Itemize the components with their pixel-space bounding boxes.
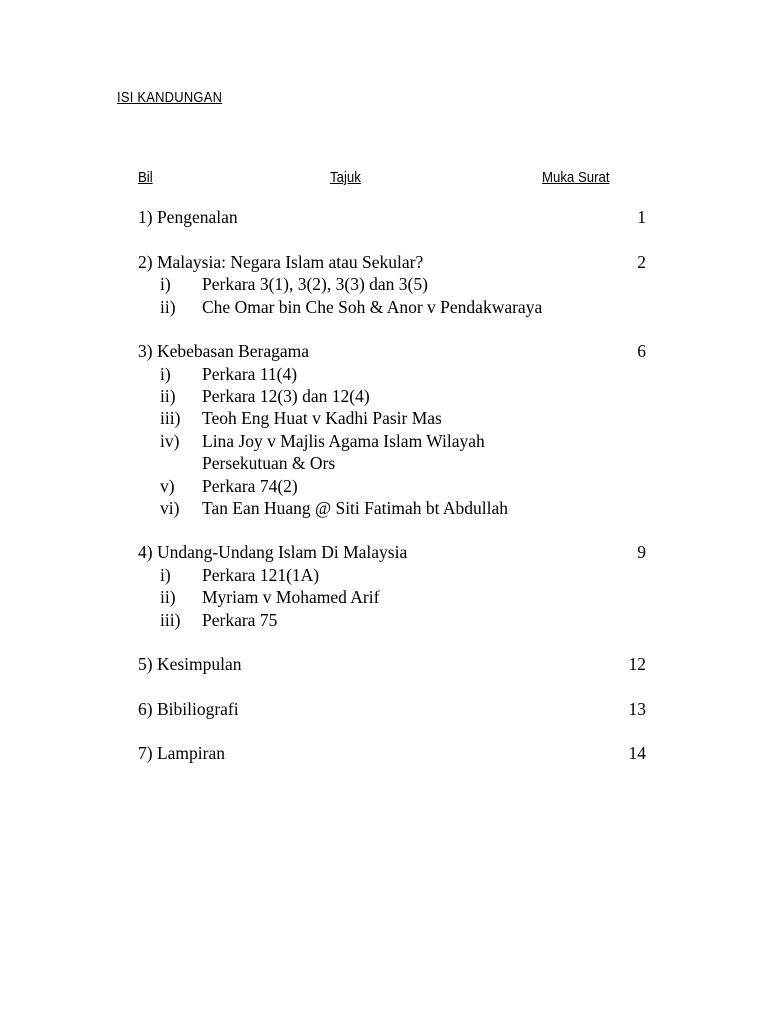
toc-subitem	[0, 609, 768, 631]
toc-subitem	[0, 475, 768, 497]
section-page-number: 13	[628, 699, 646, 719]
toc-section-1	[0, 206, 768, 228]
toc-section-2	[0, 251, 768, 273]
column-header-bil: Bil	[138, 169, 153, 186]
section-page-number: 12	[628, 654, 646, 674]
section-title: 7) Lampiran	[138, 743, 225, 763]
subitem-number: i)	[160, 274, 171, 294]
toc-subitem	[0, 407, 768, 429]
subitem-title: Che Omar bin Che Soh & Anor v Pendakwaraya	[202, 297, 543, 317]
subitem-number: i)	[160, 364, 171, 384]
subitem-title: Teoh Eng Huat v Kadhi Pasir Mas	[202, 408, 442, 428]
subitem-number: iv)	[160, 431, 180, 451]
section-title: 2) Malaysia: Negara Islam atau Sekular?	[138, 252, 424, 272]
subitem-number: vi)	[160, 498, 180, 518]
toc-subitem	[0, 430, 768, 452]
section-page-number: 9	[637, 542, 646, 562]
subitem-title: Perkara 12(3) dan 12(4)	[202, 386, 370, 406]
subitem-title: Myriam v Mohamed Arif	[202, 587, 380, 607]
subitem-title-continuation: Persekutuan & Ors	[202, 453, 336, 473]
toc-subitem	[0, 296, 768, 318]
section-page-number: 14	[628, 743, 646, 763]
column-header-muka-surat: Muka Surat	[542, 169, 610, 186]
subitem-title: Perkara 3(1), 3(2), 3(3) dan 3(5)	[202, 274, 428, 294]
subitem-number: iii)	[160, 408, 181, 428]
subitem-title: Tan Ean Huang @ Siti Fatimah bt Abdullah	[202, 498, 509, 518]
toc-section-7	[0, 742, 768, 764]
subitem-title: Perkara 74(2)	[202, 476, 298, 496]
toc-subitem	[0, 586, 768, 608]
section-title: 3) Kebebasan Beragama	[138, 341, 310, 361]
section-title: 6) Bibiliografi	[138, 699, 239, 719]
subitem-number: ii)	[160, 297, 176, 317]
subitem-number: v)	[160, 476, 175, 496]
subitem-number: iii)	[160, 610, 181, 630]
toc-section-3	[0, 340, 768, 362]
section-page-number: 1	[637, 207, 646, 227]
subitem-number: ii)	[160, 587, 176, 607]
toc-subitem	[0, 385, 768, 407]
document-heading: ISI KANDUNGAN	[117, 89, 223, 106]
subitem-title: Lina Joy v Majlis Agama Islam Wilayah	[202, 431, 485, 451]
toc-section-4	[0, 541, 768, 563]
subitem-title: Perkara 75	[202, 610, 278, 630]
toc-subitem	[0, 363, 768, 385]
section-title: 4) Undang-Undang Islam Di Malaysia	[138, 542, 408, 562]
toc-section-6	[0, 698, 768, 720]
toc-subitem	[0, 497, 768, 519]
section-title: 1) Pengenalan	[138, 207, 238, 227]
subitem-title: Perkara 11(4)	[202, 364, 298, 384]
toc-subitem	[0, 564, 768, 586]
toc-section-5	[0, 653, 768, 675]
subitem-number: i)	[160, 565, 171, 585]
section-page-number: 6	[637, 341, 646, 361]
column-header-tajuk: Tajuk	[330, 169, 361, 186]
toc-subitem-continuation	[0, 452, 768, 474]
section-page-number: 2	[637, 252, 646, 272]
subitem-number: ii)	[160, 386, 176, 406]
toc-subitem	[0, 273, 768, 295]
section-title: 5) Kesimpulan	[138, 654, 242, 674]
subitem-title: Perkara 121(1A)	[202, 565, 320, 585]
